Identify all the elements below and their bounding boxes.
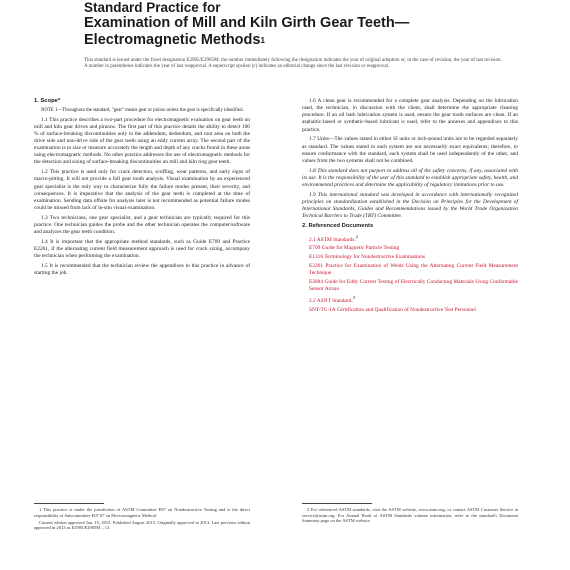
paragraph-1-2: 1.2 This practice is used only for crack detection, scuffing, wear patterns, and early signs of macro-pitting. It will not provide a full gear tooth analysis. Visual examination by an experienced gear specialist is the only way to characterize fully the failure modes present, their severity, and consequences. It is imperative that the analysis of the gear teeth is completed at the time of examination. Sending data offsite for analysis later is not recommended as potential failure modes could be missed from lack of in-situ visual examination. [34, 169, 250, 212]
paragraph-1-7: 1.7 Units—The values stated in either SI units or inch-pound units are to be regarded separately as standard. The values stated in each system are not necessarily exact equivalents; therefore, to ensure conformance with the standard, each system shall be used independently of the other, and values from the two systems shall not be combined. [302, 136, 518, 164]
designation-note: This standard is issued under the fixed designation E2905/E2905M; the number immediately following the designation indicates the year of original adoption or, in the case of revision, the year of last revision. A number in parentheses indicates the year of last reapproval. A superscript epsilon (ε) indicates an editorial change since the last revision or reapproval. [84, 58, 502, 70]
ref-item[interactable] [302, 233, 518, 244]
ref-code: E1316 [309, 253, 324, 260]
title-line-2: Examination of Mill and Kiln Girth Gear Teeth— [84, 15, 410, 31]
ref-item[interactable] [302, 245, 518, 252]
document-header [84, 0, 504, 49]
title-footnote-mark: 1 [260, 36, 265, 45]
ref-code: E709 [309, 245, 321, 252]
ref-item[interactable] [302, 294, 518, 305]
section-heading-referenced-documents: 2. Referenced Documents [302, 222, 374, 229]
ref-title: Guide for Eddy Current Testing of Electrically Conducting Materials Using Conformable Sensor Arrays [309, 278, 518, 292]
footnotes-left [34, 507, 250, 532]
paragraph-1-1: 1.1 This practice describes a two-part procedure for electromagnetic evaluation on gear teeth on mill and kiln gear drives and pinions. The first part of this practice details the ability to detect 100 % of surface-breaking discontinuities only in the addendum, dedendum, and root area on both the drive side and non-drive side of the gear teeth using an eddy current array. The second part of the examination is to size or measure accurately the length and depth of any cracks found in these areas using electromagnetic methods. No other practice addresses the use of electromagnetic methods for the detection and sizing of surface-breaking discontinuities on mill and kiln ring gear teeth. [34, 116, 250, 166]
ref-item[interactable] [302, 254, 518, 261]
right-column [302, 98, 518, 316]
left-column [34, 98, 250, 280]
section-heading-scope: 1. Scope* [34, 98, 61, 104]
title-line-3-text: Electromagnetic Methods [84, 32, 261, 48]
ref-item[interactable] [302, 307, 518, 314]
paragraph-1-8: 1.8 This standard does not purport to address all of the safety concerns, if any, associated with its use. It is the responsibility of the user of this standard to establish appropriate safety, health, and environmental practices and determine the applicability of regulatory limitations prior to use. [302, 167, 518, 188]
paragraph-1-4: 1.4 It is important that the appropriate method standards, such as Guide E709 and Practice E2261, if the alternating current field measurement approach is used for crack sizing, accompany the technician when performing the examination. [34, 238, 250, 260]
note-1: NOTE 1—Throughout the standard, "gear" means gear or pinion unless the gear is specifically identified. [41, 107, 244, 113]
footnote-1b: Current edition approved Jan. 15, 2015. Published August 2015. Originally approved in 2013. Last previous edition approved in 2013 as E2905/E2905M – 13. [34, 519, 250, 531]
ref-title: Guide for Magnetic Particle Testing [321, 245, 400, 252]
ref-code: E2261 [309, 262, 324, 269]
ref-footnote: 2 [355, 233, 359, 239]
paragraph-1-3: 1.3 Two technicians, one gear specialist, and a gear technician are typically required for this practice. One technician guides the probe and the other technician operates the computer/software and analyzes the gear teeth condition. [34, 214, 250, 236]
footnotes-right [302, 507, 518, 525]
title-line-3 [84, 32, 504, 49]
title-line-1: Standard Practice for [84, 0, 221, 15]
footnote-rule-left [34, 503, 104, 504]
ref-title: Practice for Examination of Welds Using the Alternating Current Field Measurement Technique [309, 262, 518, 276]
ref-code: E2884 [309, 278, 324, 285]
footnote-1: 1 This practice is under the jurisdiction of ASTM Committee E07 on Nondestructive Testing and is the direct responsibility of Subcommittee E07.07 on Electromagnetic Method. [34, 507, 250, 518]
ref-footnote: 3 [352, 295, 356, 301]
ref-title: Certification and Qualification of Nondestructive Test Personnel [336, 307, 476, 314]
paragraph-1-5: 1.5 It is recommended that the technician review the appendixes in this practice in advance of starting the job. [34, 262, 250, 277]
ref-code: 2.1 ASTM Standards: [309, 236, 356, 243]
footnote-2: 2 For referenced ASTM standards, visit the ASTM website, www.astm.org, or contact ASTM Customer Service at service@astm.org. For Annual Book of ASTM Standards volume information, refer to the standard's Document Summary page on the ASTM website. [302, 507, 518, 524]
ref-code: SNT-TC-1A [309, 307, 336, 314]
paragraph-1-6: 1.6 A clean gear is recommended for a complete gear analysis. Depending on the lubrication used, the technician, in discussion with the client, shall determine the appropriate cleaning procedure. If an oil bath lubrication system is used, ensure the gear tooth surfaces are clean. If an asphaltic-based or synthetic-based lubricant is used, refer to the annexes and appendixes to this practice. [302, 98, 518, 133]
footnote-rule-right [302, 503, 372, 504]
ref-item[interactable] [302, 263, 518, 277]
referenced-documents-list [302, 233, 518, 315]
ref-code: 2.2 ASNT Standard: [309, 298, 353, 305]
paragraph-1-9: 1.9 This international standard was developed in accordance with internationally recognized principles on standardization established in the Decision on Principles for the Development of International Standards, Guides and Recommendations issued by the World Trade Organization Technical Barriers to Trade (TBT) Committee. [302, 191, 518, 220]
ref-item[interactable] [302, 279, 518, 293]
ref-title: Terminology for Nondestructive Examinations [324, 253, 426, 260]
